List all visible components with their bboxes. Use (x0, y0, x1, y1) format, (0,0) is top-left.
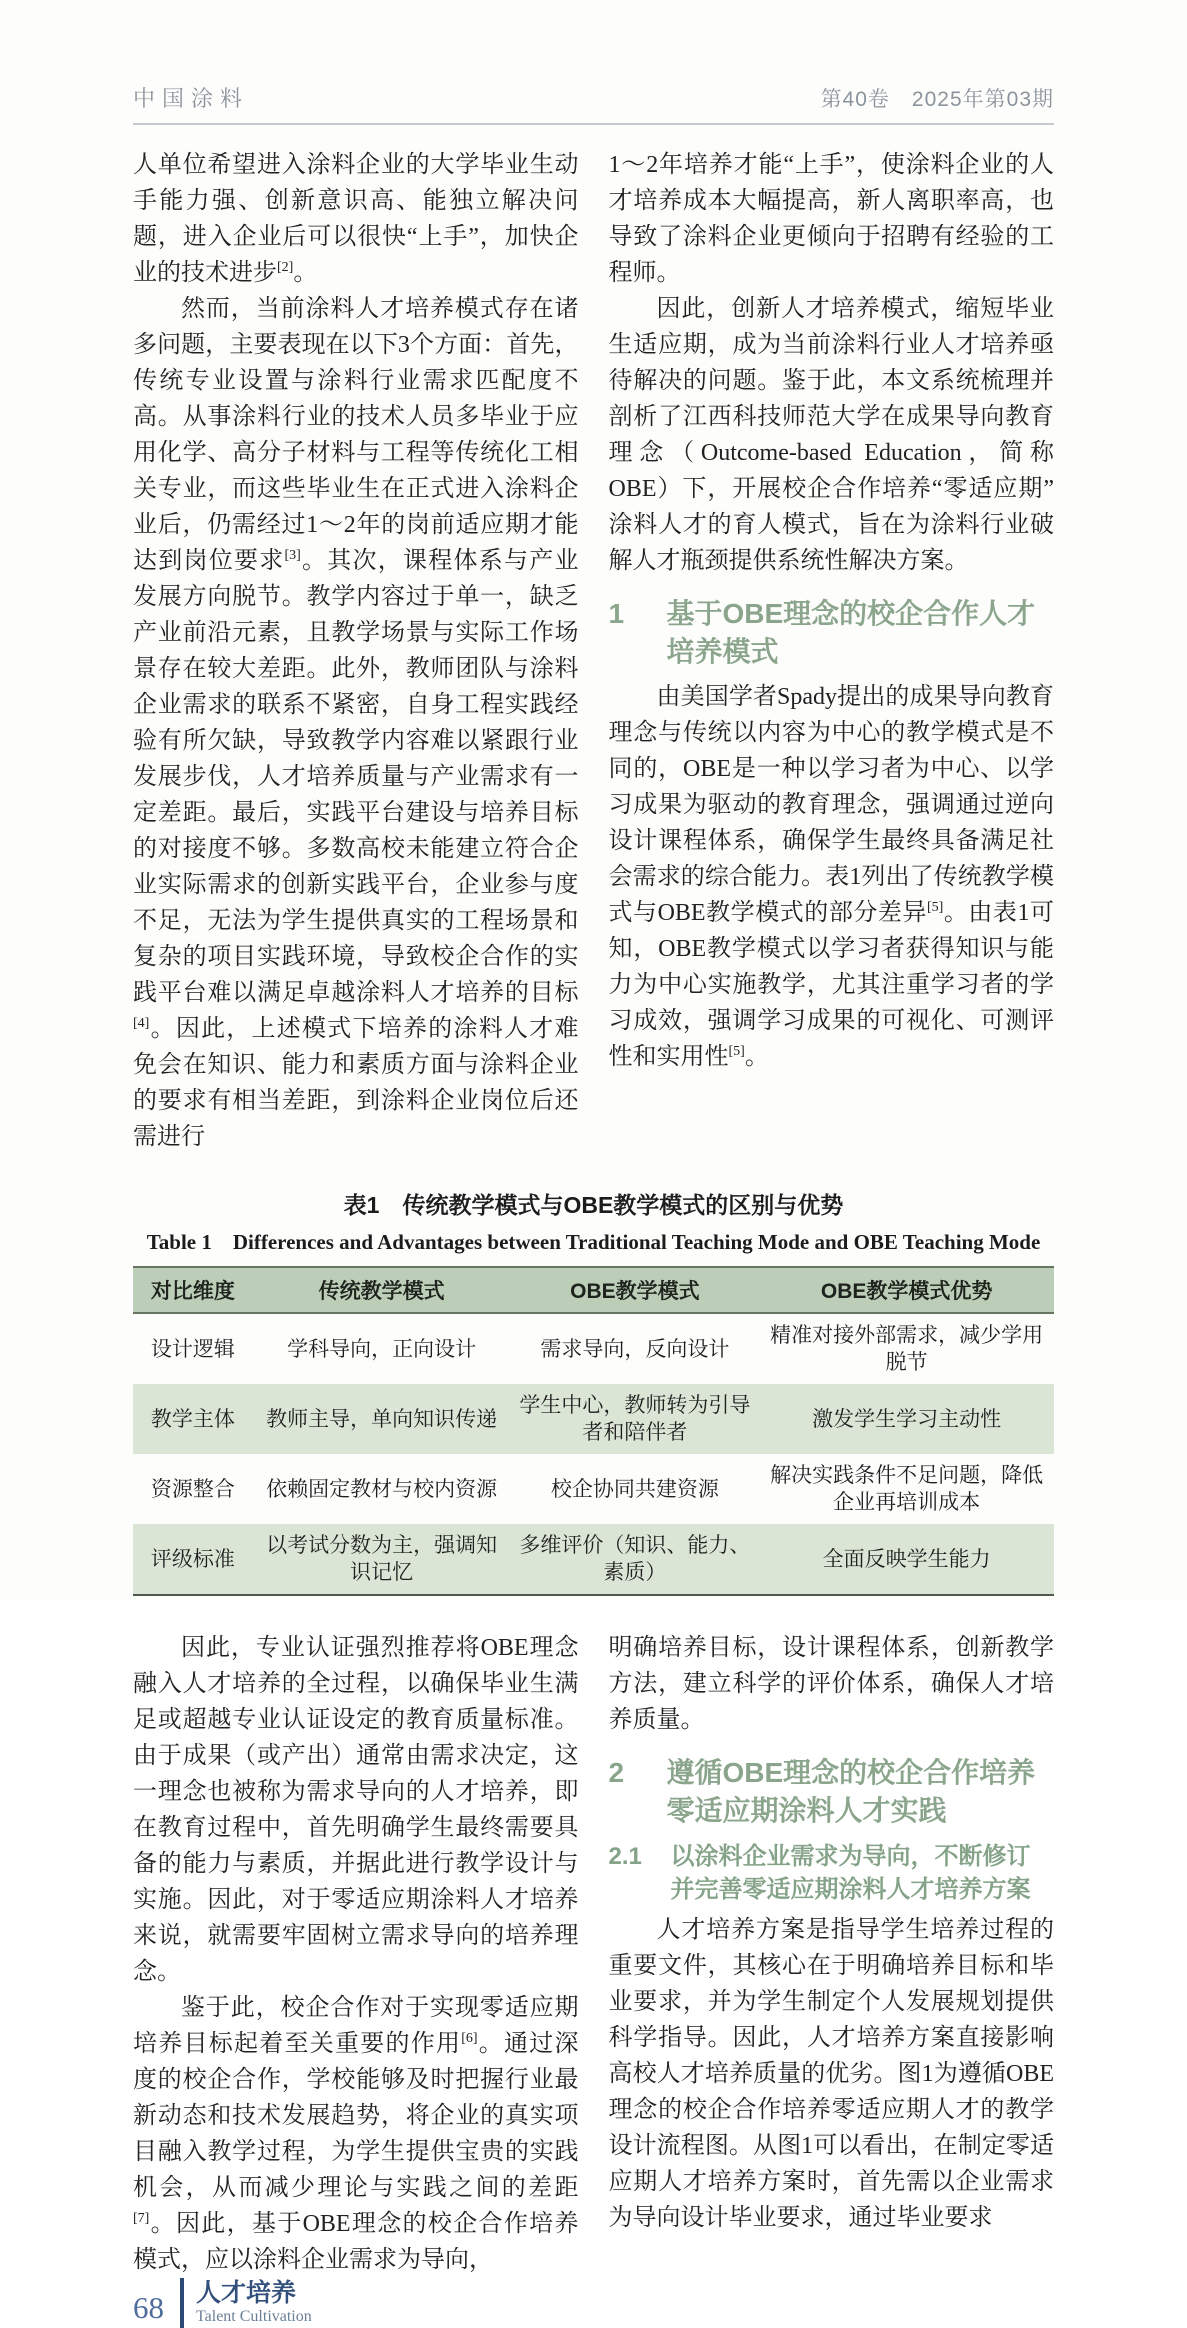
table-cell: 解决实践条件不足问题，降低企业再培训成本 (770, 1463, 1044, 1514)
page-footer (133, 2278, 1054, 2328)
table-1-block (133, 1187, 1054, 1596)
comparison-table (133, 1266, 1054, 1596)
paragraph: 因此，创新人才培养模式，缩短毕业生适应期，成为当前涂料行业人才培养亟待解决的问题。鉴于此，本文系统梳理并剖析了江西科技师范大学在成果导向教育理念（Outcome-based Education，简称OBE）下，开展校企合作培养“零适应期”涂料人才的育人模式，旨在为涂料行业破解人才瓶颈提供系统性解决方案。 (608, 296, 1054, 574)
section-title: 遵循OBE理念的校企合作培养零适应期涂料人才实践 (666, 1757, 1036, 1826)
upper-text-columns (133, 147, 1054, 1155)
left-column-bottom (133, 1630, 579, 2278)
section-number: 1 (608, 598, 625, 629)
table-header-cell: 传统教学模式 (253, 1267, 511, 1313)
subsection-title: 以涂料企业需求为导向，不断修订并完善零适应期涂料人才培养方案 (670, 1843, 1031, 1903)
table-cell: 评级标准 (133, 1524, 253, 1595)
table-cell: 激发学生学习主动性 (759, 1384, 1054, 1454)
journal-title: 中国涂料 (133, 86, 250, 111)
table-head (133, 1267, 1054, 1313)
table-header-cell: OBE教学模式 (511, 1267, 760, 1313)
paragraph: 1～2年培养才能“上手”，使涂料企业的人才培养成本大幅提高，新人离职率高，也导致了涂料企业更倾向于招聘有经验的工程师。 (608, 152, 1054, 286)
table-cell: 多维评价（知识、能力、素质） (511, 1524, 760, 1595)
paragraph: 明确培养目标，设计课程体系，创新教学方法，建立科学的评价体系，确保人才培养质量。 (608, 1635, 1054, 1733)
lower-text-columns (133, 1630, 1054, 2278)
table-cell: 全面反映学生能力 (759, 1524, 1054, 1595)
table-row (133, 1524, 1054, 1595)
paragraph: 人单位希望进入涂料企业的大学毕业生动手能力强、创新意识高、能独立解决问题，进入企业后可以很快“上手”，加快企业的技术进步[2]。 (133, 152, 579, 286)
paragraph: 人才培养方案是指导学生培养过程的重要文件，其核心在于明确培养目标和毕业要求，并为学生制定个人发展规划提供科学指导。因此，人才培养方案直接影响高校人才培养质量的优劣。图1为遵循OBE理念的校企合作培养零适应期人才的教学设计流程图。从图1可以看出，在制定零适应期人才培养方案时，首先需以企业需求为导向设计毕业要求，通过毕业要求 (608, 1917, 1054, 2231)
table-cell: 精准对接外部需求，减少学用脱节 (770, 1323, 1044, 1374)
table-cell: 以考试分数为主，强调知识记忆 (253, 1524, 511, 1595)
left-column-top (133, 147, 579, 1155)
table-cell: 教师主导，单向知识传递 (253, 1384, 511, 1454)
section-heading-2 (609, 1754, 1055, 1830)
table-cell: 校企协同共建资源 (550, 1476, 719, 1501)
table-caption-zh: 表1 传统教学模式与OBE教学模式的区别与优势 (343, 1192, 844, 1218)
footer-column-labels (196, 2279, 312, 2327)
paragraph: 鉴于此，校企合作对于实现零适应期培养目标起着至关重要的作用[6]。通过深度的校企合作，学校能够及时把握行业最新动态和技术发展趋势，将企业的真实项目融入教学过程，为学生提供宝贵的实践机会，从而减少理论与实践之间的差距[7]。因此，基于OBE理念的校企合作培养模式，应以涂料企业需求为导向， (133, 1995, 579, 2273)
table-row (133, 1313, 1054, 1384)
table-cell: 教学主体 (133, 1384, 253, 1454)
paragraph: 由美国学者Spady提出的成果导向教育理念与传统以内容为中心的教学模式是不同的，OBE是一种以学习者为中心、以学习成果为驱动的教育理念，强调通过逆向设计课程体系，确保学生最终具备满足社会需求的综合能力。表1列出了传统教学模式与OBE教学模式的部分差异[5]。由表1可知，OBE教学模式以学习者获得知识与能力为中心实施教学，尤其注重学习者的学习成效，强调学习成果的可视化、可测评性和实用性[5]。 (608, 684, 1055, 1070)
paragraph: 然而，当前涂料人才培养模式存在诸多问题，主要表现在以下3个方面：首先，传统专业设置与涂料行业需求匹配度不高。从事涂料行业的技术人员多毕业于应用化学、高分子材料与工程等传统化工相关专业，而这些毕业生在正式进入涂料企业后，仍需经过1～2年的岗前适应期才能达到岗位要求[3]。其次，课程体系与产业发展方向脱节。教学内容过于单一，缺乏产业前沿元素，且教学场景与实际工作场景存在较大差距。此外，教师团队与涂料企业需求的联系不紧密，自身工程实践经验有所欠缺，导致教学内容难以紧跟行业发展步伐，人才培养质量与产业需求有一定差距。最后，实践平台建设与培养目标的对接度不够。多数高校未能建立符合企业实际需求的创新实践平台，企业参与度不足，无法为学生提供真实的工程场景和复杂的项目实践环境，导致校企合作的实践平台难以满足卓越涂料人才培养的目标[4]。因此，上述模式下培养的涂料人才难免会在知识、能力和素质方面与涂料企业的要求有相当差距，到涂料企业岗位后还需进行 (133, 296, 579, 1150)
subsection-number: 2.1 (608, 1843, 642, 1870)
right-column-top (609, 147, 1055, 1155)
footer-column-en: Talent Cultivation (196, 2308, 312, 2325)
table-cell: 学科导向，正向设计 (287, 1336, 477, 1361)
table-cell: 依赖固定教材与校内资源 (266, 1476, 498, 1501)
section-number: 2 (608, 1757, 625, 1788)
volume-issue: 第40卷 2025年第03期 (820, 88, 1054, 111)
table-body (133, 1313, 1054, 1595)
table-row (133, 1454, 1054, 1524)
paragraph: 因此，专业认证强烈推荐将OBE理念融入人才培养的全过程，以确保毕业生满足或超越专业认证设定的教育质量标准。由于成果（或产出）通常由需求决定，这一理念也被称为需求导向的人才培养，即在教育过程中，首先明确学生最终需要具备的能力与素质，并据此进行教学设计与实施。因此，对于零适应期涂料人才培养来说，就需要牢固树立需求导向的培养理念。 (133, 1635, 579, 1985)
table-cell: 学生中心，教师转为引导者和陪伴者 (511, 1384, 760, 1454)
table-row (133, 1384, 1054, 1454)
page-number: 68 (133, 2290, 164, 2325)
right-column-bottom (609, 1630, 1055, 2278)
table-header-cell: OBE教学模式优势 (759, 1267, 1054, 1313)
footer-column-zh: 人才培养 (196, 2279, 297, 2307)
subsection-heading-2-1 (609, 1840, 1055, 1906)
footer-divider-bar (180, 2278, 184, 2328)
section-title: 基于OBE理念的校企合作人才培养模式 (666, 598, 1036, 667)
table-header-cell: 对比维度 (133, 1267, 253, 1313)
running-head (133, 82, 1054, 125)
table-cell: 设计逻辑 (150, 1336, 235, 1361)
table-caption-en: Table 1 Differences and Advantages between Traditional Teaching Mode and OBE Teaching Mode (146, 1230, 1041, 1254)
section-heading-1 (609, 595, 1055, 671)
table-cell: 资源整合 (150, 1476, 235, 1501)
table-cell: 需求导向，反向设计 (540, 1336, 730, 1361)
